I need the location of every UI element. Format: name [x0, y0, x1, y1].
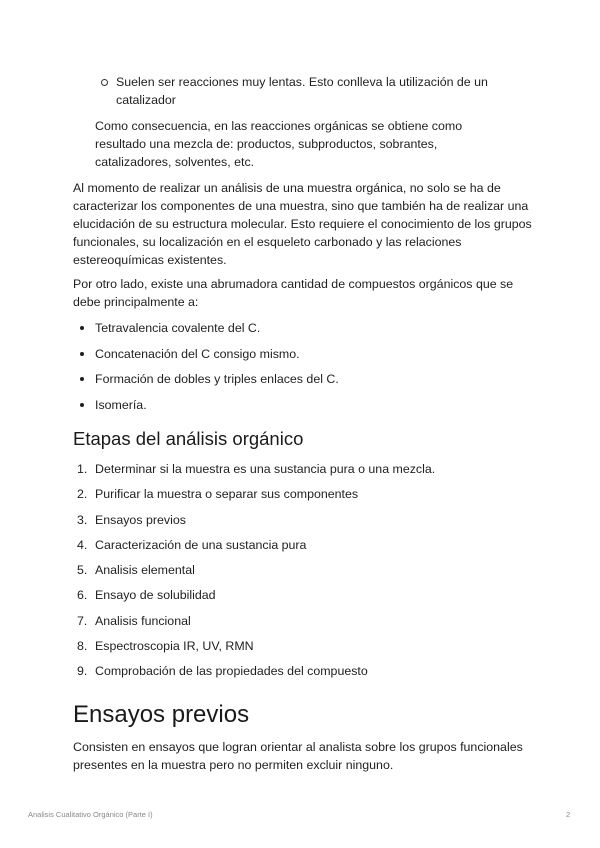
compounds-paragraph: Por otro lado, existe una abrumadora cantidad de compuestos orgánicos que se debe principalmente a:: [73, 277, 514, 309]
step-text: Purificar la muestra o separar sus componentes: [95, 487, 359, 502]
consequence-paragraph: Como consecuencia, en las reacciones orgánicas se obtiene como resultado una mezcla de: productos, subproductos, sobrantes, catalizadores, solventes, etc.: [95, 119, 463, 169]
step-number: 6.: [77, 588, 88, 603]
list-item: Tetravalencia covalente del C.: [73, 319, 533, 345]
step-text: Comprobación de las propiedades del compuesto: [95, 664, 368, 679]
step-text: Ensayo de solubilidad: [95, 588, 216, 603]
list-item: [73, 511, 533, 536]
list-item: [73, 561, 533, 586]
step-text: Analisis elemental: [95, 563, 195, 578]
list-item: [73, 586, 533, 611]
step-text: Ensayos previos: [95, 512, 186, 527]
step-text: Espectroscopia IR, UV, RMN: [95, 639, 254, 654]
list-item: Concatenación del C consigo mismo.: [73, 345, 533, 371]
list-item: Isomería.: [73, 396, 533, 422]
step-text: Analisis funcional: [95, 613, 191, 628]
step-number: 7.: [77, 613, 88, 628]
footer-title: Analisis Cualitativo Orgánico (Parte I): [28, 810, 153, 819]
list-item: [73, 485, 533, 510]
step-text: Determinar si la muestra es una sustancia pura o una mezcla.: [95, 462, 436, 476]
step-number: 8.: [77, 639, 88, 654]
analysis-paragraph: Al momento de realizar un análisis de una muestra orgánica, no solo se ha de caracterizar los componentes de una muestra, sino que también ha de realizar una elucidación de su estructura molecular. Esto requiere el conocimiento de los grupos funcionales, su localización en el esqueleto carbonado y las relaciones estereoquímicas existentes.: [73, 181, 532, 267]
steps-list: [73, 460, 533, 688]
step-number: 1.: [77, 462, 88, 476]
preliminary-tests-paragraph: Consisten en ensayos que logran orientar al analista sobre los grupos funcionales presentes en la muestra pero no permiten excluir ninguno.: [73, 740, 523, 772]
list-item: Formación de dobles y triples enlaces del C.: [73, 370, 533, 396]
page-number: 2: [566, 810, 571, 819]
page-heading: Ensayos previos: [73, 701, 250, 728]
step-number: 5.: [77, 563, 88, 578]
causes-list: [73, 319, 533, 421]
step-number: 3.: [77, 512, 88, 527]
list-item: [73, 662, 533, 687]
step-number: 4.: [77, 537, 88, 552]
list-item: [73, 536, 533, 561]
sub-bullet-item: Suelen ser reacciones muy lentas. Esto conlleva la utilización de un catalizador: [98, 73, 518, 109]
sub-bullet-list: [98, 73, 518, 109]
section-heading: Etapas del análisis orgánico: [73, 428, 304, 449]
list-item: [73, 460, 533, 485]
list-item: [73, 637, 533, 662]
list-item: [73, 612, 533, 637]
step-number: 2.: [77, 487, 88, 502]
step-text: Caracterización de una sustancia pura: [95, 537, 307, 552]
step-number: 9.: [77, 664, 88, 679]
